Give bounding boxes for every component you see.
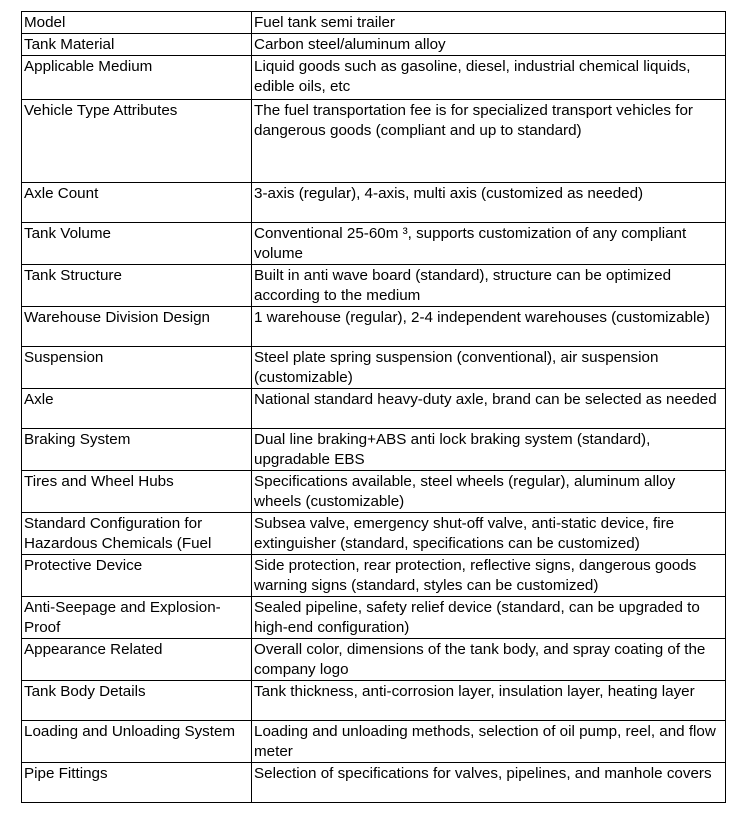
table-row — [22, 347, 726, 389]
table-row — [22, 12, 726, 34]
row-value: Loading and unloading methods, selection of oil pump, reel, and flow meter — [252, 721, 726, 763]
row-label: Braking System — [22, 429, 252, 471]
row-value: Selection of specifications for valves, pipelines, and manhole covers — [252, 763, 726, 803]
row-label: Tires and Wheel Hubs — [22, 471, 252, 513]
row-value: Carbon steel/aluminum alloy — [252, 34, 726, 56]
row-value: Sealed pipeline, safety relief device (standard, can be upgraded to high-end configuration) — [252, 597, 726, 639]
table-row — [22, 681, 726, 721]
row-label: Applicable Medium — [22, 56, 252, 100]
row-label: Axle Count — [22, 183, 252, 223]
table-row — [22, 721, 726, 763]
row-value: Conventional 25-60m ³, supports customization of any compliant volume — [252, 223, 726, 265]
row-label: Warehouse Division Design — [22, 307, 252, 347]
table-row — [22, 555, 726, 597]
row-label: Tank Body Details — [22, 681, 252, 721]
row-label: Model — [22, 12, 252, 34]
table-row — [22, 429, 726, 471]
row-value: Overall color, dimensions of the tank body, and spray coating of the company logo — [252, 639, 726, 681]
row-value: Specifications available, steel wheels (regular), aluminum alloy wheels (customizable) — [252, 471, 726, 513]
row-value: Subsea valve, emergency shut-off valve, anti-static device, fire extinguisher (standard, specifications can be customized) — [252, 513, 726, 555]
row-label: Protective Device — [22, 555, 252, 597]
row-value: 1 warehouse (regular), 2-4 independent warehouses (customizable) — [252, 307, 726, 347]
table-row — [22, 471, 726, 513]
row-label: Loading and Unloading System — [22, 721, 252, 763]
row-value: Built in anti wave board (standard), structure can be optimized according to the medium — [252, 265, 726, 307]
table-row — [22, 597, 726, 639]
row-label: Appearance Related — [22, 639, 252, 681]
row-label: Tank Material — [22, 34, 252, 56]
table-row — [22, 639, 726, 681]
table-row — [22, 389, 726, 429]
row-label: Tank Volume — [22, 223, 252, 265]
spec-table — [21, 11, 726, 803]
table-row — [22, 763, 726, 803]
row-value: Dual line braking+ABS anti lock braking system (standard), upgradable EBS — [252, 429, 726, 471]
table-row — [22, 513, 726, 555]
row-value: The fuel transportation fee is for specialized transport vehicles for dangerous goods (compliant and up to standard) — [252, 100, 726, 183]
table-row — [22, 307, 726, 347]
row-label: Pipe Fittings — [22, 763, 252, 803]
row-value: Side protection, rear protection, reflective signs, dangerous goods warning signs (standard, styles can be customized) — [252, 555, 726, 597]
row-value: Liquid goods such as gasoline, diesel, industrial chemical liquids, edible oils, etc — [252, 56, 726, 100]
row-value: National standard heavy-duty axle, brand can be selected as needed — [252, 389, 726, 429]
table-row — [22, 223, 726, 265]
table-row — [22, 34, 726, 56]
row-value: Steel plate spring suspension (conventional), air suspension (customizable) — [252, 347, 726, 389]
table-row — [22, 265, 726, 307]
row-label: Vehicle Type Attributes — [22, 100, 252, 183]
row-label: Suspension — [22, 347, 252, 389]
table-row — [22, 183, 726, 223]
row-label: Standard Configuration for Hazardous Chemicals (Fuel — [22, 513, 252, 555]
table-row — [22, 100, 726, 183]
row-label: Axle — [22, 389, 252, 429]
row-label: Tank Structure — [22, 265, 252, 307]
spec-table-body — [22, 12, 726, 803]
table-row — [22, 56, 726, 100]
row-value: Tank thickness, anti-corrosion layer, insulation layer, heating layer — [252, 681, 726, 721]
row-value: 3-axis (regular), 4-axis, multi axis (customized as needed) — [252, 183, 726, 223]
row-value: Fuel tank semi trailer — [252, 12, 726, 34]
row-label: Anti-Seepage and Explosion-Proof — [22, 597, 252, 639]
